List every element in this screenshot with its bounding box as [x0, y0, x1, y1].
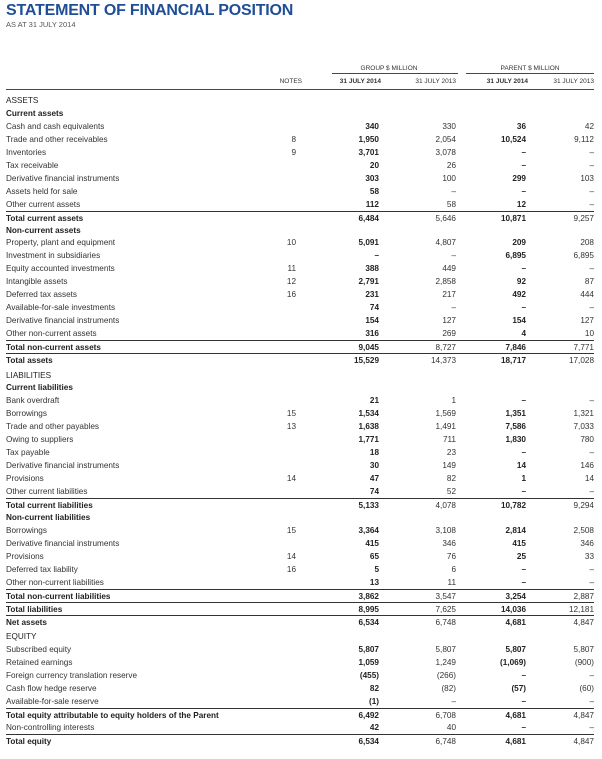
group-2013-value: 217	[442, 290, 456, 300]
parent-2014-value: –	[521, 487, 526, 497]
parent-2013-value: –	[589, 303, 594, 313]
table-row	[6, 643, 594, 656]
group-2014-value: 5	[374, 564, 379, 574]
group-2014-value: 231	[365, 290, 379, 300]
group-2014-value: 20	[369, 160, 379, 170]
group-2013-value: 127	[442, 316, 456, 326]
row-label: Trade and other receivables	[6, 134, 108, 144]
parent-2013-value: 208	[580, 238, 594, 248]
parent-2013-value: –	[589, 577, 594, 587]
parent-2013-value: 9,257	[573, 213, 594, 223]
group-2013-value: 1	[451, 396, 456, 406]
row-note: 13	[286, 422, 296, 432]
parent-2014-value: 7,846	[505, 343, 526, 353]
group-2013-value: 1,569	[435, 409, 456, 419]
row-label: Retained earnings	[6, 658, 73, 668]
row-label: Total current assets	[6, 213, 84, 223]
column-header-row	[6, 78, 594, 89]
parent-2013-value: 4,847	[573, 617, 594, 627]
row-label: Bank overdraft	[6, 396, 60, 406]
group-2013-value: –	[451, 696, 456, 706]
parent-2014-value: –	[521, 186, 526, 196]
parent-2013-value: (60)	[579, 683, 594, 693]
parent-2014-value: –	[521, 696, 526, 706]
parent-2013-value: 33	[584, 551, 594, 561]
row-label: Intangible assets	[6, 277, 68, 287]
table-row	[6, 172, 594, 185]
group-2013-value: 4,078	[435, 501, 456, 511]
row-note: 15	[286, 525, 296, 535]
table-row	[6, 327, 594, 340]
row-label: Available-for-sale reserve	[6, 696, 99, 706]
row-label: Derivative financial instruments	[6, 173, 120, 183]
group-2013-value: 2,054	[435, 134, 456, 144]
parent-2014-value: 7,586	[505, 422, 526, 432]
parent-2013-value: 9,112	[574, 134, 594, 144]
parent-2013-value: 14	[584, 474, 594, 484]
group-2013-value: –	[451, 186, 456, 196]
row-label: Total assets	[6, 356, 53, 365]
group-2014-value: 340	[365, 121, 379, 131]
row-label: Derivative financial instruments	[6, 538, 120, 548]
group-2013-value: 23	[446, 448, 456, 458]
parent-2013-value: 87	[584, 277, 594, 287]
group-2014-value: 9,045	[358, 343, 379, 353]
table-row	[6, 682, 594, 695]
table-row	[6, 695, 594, 708]
row-label: Non-current assets	[6, 225, 81, 235]
row-label: Borrowings	[6, 525, 47, 535]
group-2014-value: 1,950	[358, 134, 379, 144]
section-heading	[6, 630, 594, 643]
parent-2014-value: –	[521, 396, 526, 406]
parent-2014-value: 92	[516, 277, 526, 287]
parent-2013-value: –	[589, 670, 594, 680]
group-2013-value: 6,748	[435, 736, 456, 746]
parent-2014-value: –	[521, 670, 526, 680]
parent-2014-value: –	[521, 160, 526, 170]
parent-2013-header: 31 JULY 2013	[553, 78, 594, 85]
group-2013-value: 330	[442, 121, 456, 131]
row-note: 15	[286, 409, 296, 419]
group-2013-header: 31 JULY 2013	[415, 78, 456, 85]
parent-2013-value: 10	[584, 329, 594, 339]
table-row	[6, 656, 594, 669]
section-heading	[6, 369, 594, 382]
row-label: Inventories	[6, 147, 47, 157]
group-2013-value: 26	[446, 160, 456, 170]
row-label: Total non-current liabilities	[6, 591, 111, 601]
group-2013-value: 1,491	[435, 422, 456, 432]
group-2013-value: 6,748	[435, 617, 456, 627]
row-label: Equity accounted investments	[6, 264, 115, 274]
parent-2014-value: 10,782	[500, 501, 526, 511]
group-2014-value: 6,534	[358, 617, 379, 627]
group-2014-value: 42	[369, 722, 379, 732]
parent-2014-value: 14,036	[500, 604, 526, 614]
parent-2014-value: 154	[512, 316, 526, 326]
row-label: Cash flow hedge reserve	[6, 683, 97, 693]
parent-2014-value: –	[521, 264, 526, 274]
parent-2013-value: (900)	[574, 658, 594, 668]
row-label: Non-current liabilities	[6, 512, 91, 522]
grand-row	[6, 602, 594, 616]
parent-2013-value: 12,181	[568, 604, 594, 614]
parent-2013-value: 42	[584, 121, 594, 131]
group-2013-value: 4,807	[435, 238, 456, 248]
parent-2014-value: 10,871	[500, 213, 526, 223]
parent-2014-value: (57)	[511, 683, 526, 693]
parent-2013-value: 146	[580, 461, 594, 471]
row-note: 16	[286, 290, 296, 300]
group-2014-value: 303	[365, 173, 379, 183]
group-2013-value: 40	[446, 722, 456, 732]
parent-header: PARENT $ MILLION	[500, 65, 560, 72]
table-row	[6, 133, 594, 146]
total-row	[6, 211, 594, 225]
group-2013-value: 5,646	[435, 213, 456, 223]
group-2014-value: 21	[369, 396, 379, 406]
parent-2013-value: –	[589, 186, 594, 196]
subsection-heading	[6, 511, 594, 524]
parent-2014-value: 4,681	[505, 710, 526, 720]
group-2014-value: 316	[365, 329, 379, 339]
parent-2014-value: 1,351	[505, 409, 526, 419]
parent-2013-value: –	[589, 722, 594, 732]
row-label: Total non-current assets	[6, 343, 101, 353]
table-row	[6, 288, 594, 301]
row-label: EQUITY	[6, 632, 37, 642]
header-rule	[6, 89, 594, 90]
row-label: Subscribed equity	[6, 645, 72, 655]
row-label: Other current liabilities	[6, 487, 88, 497]
grand-row	[6, 353, 594, 367]
table-row	[6, 459, 594, 472]
row-label: Deferred tax assets	[6, 290, 77, 300]
parent-2013-value: 17,028	[568, 356, 594, 365]
row-label: Property, plant and equipment	[6, 238, 116, 248]
parent-2013-value: 103	[580, 173, 594, 183]
section-heading	[6, 94, 594, 107]
parent-2014-value: –	[521, 303, 526, 313]
row-label: Tax payable	[6, 448, 50, 458]
parent-2014-value: 2,814	[505, 525, 526, 535]
row-label: Investment in subsidiaries	[6, 251, 101, 261]
parent-2014-value: 36	[516, 121, 526, 131]
group-2013-value: 5,807	[435, 645, 456, 655]
table-row	[6, 236, 594, 249]
parent-2013-value: 1,321	[573, 409, 594, 419]
table-row	[6, 537, 594, 550]
parent-2014-value: 3,254	[505, 591, 526, 601]
group-2013-value: 2,858	[435, 277, 456, 287]
page-subtitle: AS AT 31 JULY 2014	[6, 20, 76, 29]
parent-2013-value: –	[589, 696, 594, 706]
row-label: Borrowings	[6, 409, 47, 419]
group-2013-value: 100	[442, 173, 456, 183]
row-label: Net assets	[6, 617, 47, 627]
parent-2014-value: 492	[512, 290, 526, 300]
parent-2014-value: 1	[521, 474, 526, 484]
parent-2013-value: 2,887	[573, 591, 594, 601]
parent-2014-value: –	[521, 448, 526, 458]
parent-2013-value: –	[589, 564, 594, 574]
row-label: Total liabilities	[6, 604, 63, 614]
row-label: Current assets	[6, 108, 64, 118]
parent-2013-value: 7,771	[573, 343, 594, 353]
row-label: Deferred tax liability	[6, 564, 78, 574]
parent-2014-value: –	[521, 722, 526, 732]
row-label: Other non-current assets	[6, 329, 97, 339]
parent-2013-value: –	[589, 160, 594, 170]
table-row	[6, 407, 594, 420]
row-label: Other non-current liabilities	[6, 577, 104, 587]
total-row	[6, 734, 594, 748]
row-label: Trade and other payables	[6, 422, 100, 432]
group-2013-value: 346	[442, 538, 456, 548]
row-note: 12	[286, 277, 296, 287]
parent-2013-value: 4,847	[573, 736, 594, 746]
table-row	[6, 301, 594, 314]
group-2013-value: 76	[446, 551, 456, 561]
group-2014-value: 1,638	[358, 422, 379, 432]
group-2014-value: 6,492	[358, 710, 379, 720]
parent-2014-value: 18,717	[500, 356, 526, 365]
parent-2014-value: 415	[512, 538, 526, 548]
row-label: Total equity attributable to equity holders of the Parent	[6, 710, 219, 720]
parent-2013-value: 127	[580, 316, 594, 326]
parent-2013-value: 5,807	[573, 645, 594, 655]
group-2014-value: 5,807	[358, 645, 379, 655]
parent-2014-header: 31 JULY 2014	[486, 78, 528, 85]
total-row	[6, 589, 594, 603]
group-2013-value: –	[451, 303, 456, 313]
parent-2013-value: –	[589, 147, 594, 157]
parent-2014-value: 10,524	[500, 134, 526, 144]
group-2014-value: 1,059	[358, 658, 379, 668]
table-row	[6, 576, 594, 589]
group-2013-value: 58	[446, 199, 456, 209]
row-label: Non-controlling interests	[6, 722, 95, 732]
group-2013-value: 11	[447, 577, 456, 587]
group-2014-value: (455)	[359, 670, 379, 680]
row-label: Owing to suppliers	[6, 435, 74, 445]
parent-2013-value: 780	[580, 435, 594, 445]
parent-2014-value: –	[521, 577, 526, 587]
group-2014-value: 74	[369, 487, 379, 497]
group-2013-value: 3,547	[435, 591, 456, 601]
row-label: Foreign currency translation reserve	[6, 670, 138, 680]
row-note: 14	[286, 474, 296, 484]
row-note: 16	[286, 564, 296, 574]
group-2013-value: 6	[451, 564, 456, 574]
table-row	[6, 563, 594, 576]
subsection-heading	[6, 224, 594, 237]
row-note: 11	[287, 264, 296, 274]
table-row	[6, 433, 594, 446]
group-2014-value: 47	[369, 474, 379, 484]
table-row	[6, 721, 594, 734]
row-note: 8	[291, 134, 296, 144]
group-2013-value: 3,078	[435, 147, 456, 157]
table-row	[6, 550, 594, 563]
table-row	[6, 159, 594, 172]
notes-header: NOTES	[279, 78, 302, 85]
group-2014-value: –	[374, 251, 379, 261]
row-label: Total current liabilities	[6, 501, 93, 511]
row-label: ASSETS	[6, 96, 39, 105]
group-2014-header: 31 JULY 2014	[339, 78, 381, 85]
table-row	[6, 472, 594, 485]
group-2013-value: 6,708	[435, 710, 456, 720]
row-note: 10	[286, 238, 296, 248]
group-2013-value: 269	[442, 329, 456, 339]
table-row	[6, 420, 594, 433]
group-2013-value: –	[451, 251, 456, 261]
group-2014-value: 112	[365, 199, 379, 209]
table-row	[6, 314, 594, 327]
total-row	[6, 708, 594, 722]
table-row	[6, 146, 594, 159]
group-2013-value: 82	[446, 474, 456, 484]
parent-2013-value: 7,033	[573, 422, 594, 432]
total-row	[6, 340, 594, 354]
parent-2014-value: –	[521, 564, 526, 574]
group-2014-value: 3,364	[358, 525, 379, 535]
group-2014-value: 6,534	[358, 736, 379, 746]
parent-2014-value: 4,681	[505, 736, 526, 746]
parent-2014-value: 6,895	[505, 251, 526, 261]
group-2013-value: 1,249	[435, 658, 456, 668]
table-row	[6, 198, 594, 211]
group-2014-value: 74	[369, 303, 379, 313]
parent-2014-value: 12	[516, 199, 526, 209]
group-2013-value: 449	[442, 264, 456, 274]
row-label: Derivative financial instruments	[6, 316, 120, 326]
group-2014-value: 18	[369, 448, 379, 458]
group-2013-value: 8,727	[435, 343, 456, 353]
row-label: Derivative financial instruments	[6, 461, 120, 471]
parent-2014-value: 299	[512, 173, 526, 183]
table-row	[6, 524, 594, 537]
group-2014-value: 1,534	[358, 409, 379, 419]
row-label: Assets held for sale	[6, 186, 78, 196]
table-row	[6, 275, 594, 288]
group-2014-value: 388	[365, 264, 379, 274]
row-label: Provisions	[6, 551, 44, 561]
group-2013-value: 14,373	[430, 356, 456, 365]
parent-2013-value: –	[589, 199, 594, 209]
parent-2014-value: 209	[512, 238, 526, 248]
group-header: GROUP $ MILLION	[360, 65, 418, 72]
page-title: STATEMENT OF FINANCIAL POSITION	[6, 2, 294, 19]
group-2014-value: 82	[369, 683, 379, 693]
group-2013-value: (82)	[441, 683, 456, 693]
group-header-rule	[332, 73, 458, 74]
table-row	[6, 249, 594, 262]
parent-2014-value: 5,807	[505, 645, 526, 655]
group-2014-value: 58	[369, 186, 379, 196]
group-2014-value: 15,529	[353, 356, 379, 365]
table-row	[6, 185, 594, 198]
group-2014-value: 154	[365, 316, 379, 326]
parent-2013-value: –	[589, 396, 594, 406]
group-2014-value: (1)	[368, 696, 379, 706]
table-row	[6, 262, 594, 275]
parent-2014-value: (1,069)	[500, 658, 526, 668]
parent-2013-value: 444	[580, 290, 594, 300]
parent-2014-value: 4,681	[505, 617, 526, 627]
row-label: Available-for-sale investments	[6, 303, 116, 313]
group-2013-value: (266)	[436, 670, 456, 680]
parent-2013-value: –	[589, 487, 594, 497]
table-row	[6, 446, 594, 459]
parent-2014-value: 25	[516, 551, 526, 561]
row-label: Current liabilities	[6, 383, 73, 393]
row-label: Tax receivable	[6, 160, 59, 170]
parent-2014-value: 4	[521, 329, 526, 339]
row-label: Cash and cash equivalents	[6, 121, 105, 131]
parent-2013-value: 6,895	[573, 251, 594, 261]
row-note: 14	[286, 551, 296, 561]
group-2014-value: 1,771	[358, 435, 379, 445]
table-row	[6, 669, 594, 682]
table-row	[6, 394, 594, 407]
group-2014-value: 5,133	[358, 501, 379, 511]
group-2014-value: 65	[369, 551, 379, 561]
group-2014-value: 415	[365, 538, 379, 548]
group-2014-value: 6,484	[358, 213, 379, 223]
parent-2013-value: –	[589, 264, 594, 274]
row-label: Other current assets	[6, 199, 81, 209]
row-label: LIABILITIES	[6, 370, 52, 380]
parent-header-rule	[466, 73, 594, 74]
parent-2013-value: 4,847	[573, 710, 594, 720]
group-2013-value: 711	[442, 435, 456, 445]
parent-2013-value: 2,508	[573, 525, 594, 535]
group-2013-value: 52	[446, 487, 456, 497]
row-label: Provisions	[6, 474, 44, 484]
subsection-heading	[6, 381, 594, 394]
group-2014-value: 3,862	[358, 591, 379, 601]
row-label: Total equity	[6, 736, 52, 746]
group-2014-value: 3,701	[358, 147, 379, 157]
group-2014-value: 8,995	[358, 604, 379, 614]
group-2014-value: 13	[369, 577, 379, 587]
group-2014-value: 5,091	[358, 238, 379, 248]
total-row	[6, 498, 594, 512]
parent-2014-value: –	[521, 147, 526, 157]
group-2013-value: 7,625	[435, 604, 456, 614]
parent-2013-value: –	[589, 448, 594, 458]
parent-2013-value: 346	[580, 538, 594, 548]
subsection-heading	[6, 107, 594, 120]
parent-2014-value: 14	[516, 461, 526, 471]
table-row	[6, 485, 594, 498]
group-2013-value: 3,108	[435, 525, 456, 535]
row-note: 9	[291, 147, 296, 157]
parent-2013-value: 9,294	[573, 501, 594, 511]
group-2014-value: 2,791	[358, 277, 379, 287]
group-2013-value: 149	[442, 461, 456, 471]
group-2014-value: 30	[369, 461, 379, 471]
grand-row	[6, 615, 594, 629]
parent-2014-value: 1,830	[505, 435, 526, 445]
table-row	[6, 120, 594, 133]
